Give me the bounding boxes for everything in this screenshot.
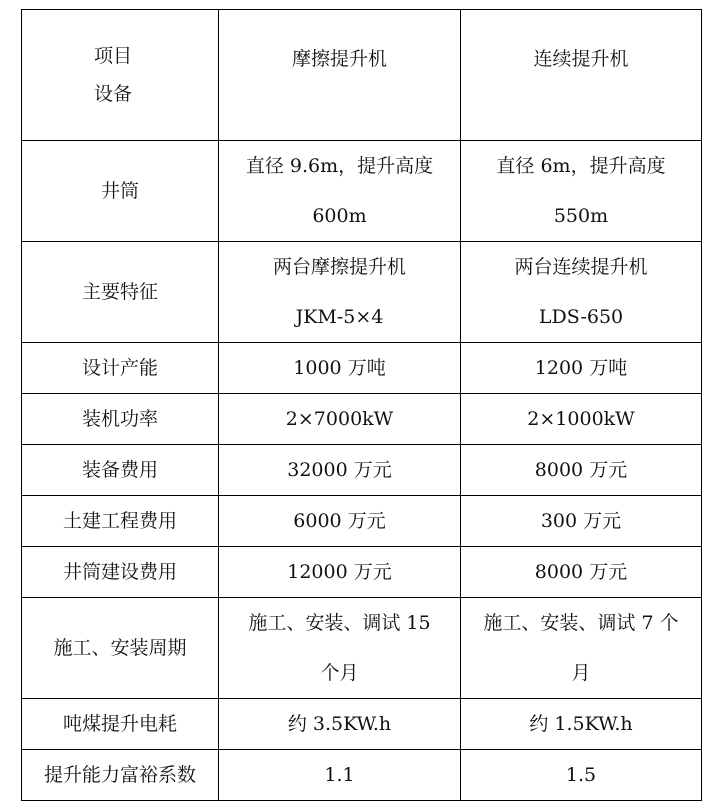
row-label: 提升能力富裕系数 bbox=[22, 750, 219, 801]
table-row bbox=[22, 547, 702, 598]
row-cell: 12000 万元 bbox=[219, 547, 461, 598]
row-label: 吨煤提升电耗 bbox=[22, 699, 219, 750]
row-cell bbox=[219, 598, 461, 699]
cell-line: 个月 bbox=[320, 662, 359, 684]
cell-line: 两台连续提升机 bbox=[514, 256, 648, 278]
row-cell: 32000 万元 bbox=[219, 445, 461, 496]
row-label: 土建工程费用 bbox=[22, 496, 219, 547]
table-row bbox=[22, 343, 702, 394]
row-label: 井筒 bbox=[22, 141, 219, 242]
table-row bbox=[22, 750, 702, 801]
row-cell: 约 1.5KW.h bbox=[461, 699, 702, 750]
header-label-cell bbox=[22, 10, 219, 141]
cell-line: LDS-650 bbox=[538, 306, 624, 328]
row-cell: 约 3.5KW.h bbox=[219, 699, 461, 750]
row-cell bbox=[219, 242, 461, 343]
cell-line: JKM-5×4 bbox=[295, 306, 384, 328]
row-cell: 300 万元 bbox=[461, 496, 702, 547]
header-label-equipment: 设备 bbox=[94, 83, 133, 105]
table-row bbox=[22, 699, 702, 750]
cell-line: 施工、安装、调试 15 bbox=[248, 612, 431, 634]
header-label-item: 项目 bbox=[94, 45, 133, 67]
header-continuous-hoist: 连续提升机 bbox=[461, 10, 702, 141]
row-cell bbox=[219, 141, 461, 242]
table-row bbox=[22, 598, 702, 699]
table-row bbox=[22, 445, 702, 496]
row-cell: 1.5 bbox=[461, 750, 702, 801]
row-cell: 8000 万元 bbox=[461, 445, 702, 496]
table-row bbox=[22, 394, 702, 445]
row-cell: 2×7000kW bbox=[219, 394, 461, 445]
row-label: 装备费用 bbox=[22, 445, 219, 496]
header-friction-hoist: 摩擦提升机 bbox=[219, 10, 461, 141]
cell-line: 月 bbox=[571, 662, 591, 684]
row-cell bbox=[461, 598, 702, 699]
row-cell bbox=[461, 242, 702, 343]
row-cell: 1.1 bbox=[219, 750, 461, 801]
cell-line: 550m bbox=[553, 205, 609, 227]
header-row bbox=[22, 10, 702, 141]
cell-line: 两台摩擦提升机 bbox=[272, 256, 406, 278]
row-cell: 2×1000kW bbox=[461, 394, 702, 445]
comparison-table bbox=[21, 9, 702, 801]
row-cell: 1000 万吨 bbox=[219, 343, 461, 394]
row-cell: 1200 万吨 bbox=[461, 343, 702, 394]
row-label: 施工、安装周期 bbox=[22, 598, 219, 699]
table-row bbox=[22, 141, 702, 242]
row-cell: 6000 万元 bbox=[219, 496, 461, 547]
row-label: 主要特征 bbox=[22, 242, 219, 343]
cell-line: 直径 6m，提升高度 bbox=[496, 155, 666, 177]
table-row bbox=[22, 496, 702, 547]
row-label: 井筒建设费用 bbox=[22, 547, 219, 598]
cell-line: 施工、安装、调试 7 个 bbox=[483, 612, 679, 634]
cell-line: 600m bbox=[312, 205, 367, 227]
row-label: 装机功率 bbox=[22, 394, 219, 445]
row-cell bbox=[461, 141, 702, 242]
row-label: 设计产能 bbox=[22, 343, 219, 394]
cell-line: 直径 9.6m，提升高度 bbox=[245, 155, 434, 177]
row-cell: 8000 万元 bbox=[461, 547, 702, 598]
table-row bbox=[22, 242, 702, 343]
